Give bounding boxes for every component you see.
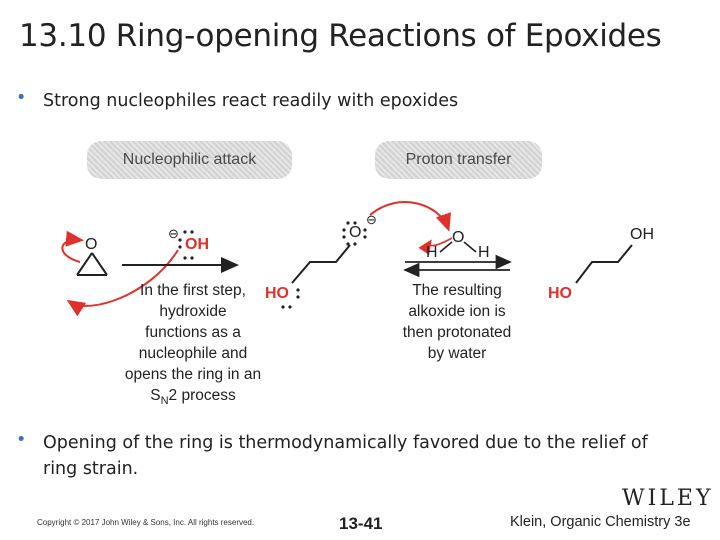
banner-nucleophilic-attack-label: Nucleophilic attack	[122, 151, 257, 168]
caption-first-step-line: In the first step,	[140, 282, 246, 299]
caption-proton-transfer-line: then protonated	[402, 324, 512, 341]
caption-proton-transfer-line: The resulting	[412, 282, 502, 299]
sn2-subscript: N	[160, 395, 169, 408]
water-oxygen-label: O	[452, 229, 465, 246]
sn2-s: S	[150, 387, 161, 404]
alkoxide-chain	[292, 245, 350, 283]
epoxide-ring	[77, 253, 107, 275]
slide-title: 13.10 Ring-opening Reactions of Epoxides	[19, 18, 662, 54]
sn2-suffix: 2 process	[168, 387, 236, 404]
copyright-notice: Copyright © 2017 John Wiley & Sons, Inc. All rights reserved.	[37, 518, 255, 527]
slide-number: 13-41	[339, 514, 383, 533]
caption-first-step	[108, 280, 278, 412]
curved-arrow-proton-transfer	[370, 202, 448, 228]
caption-first-step-last-line	[108, 385, 278, 412]
water-h1-label: H	[426, 244, 438, 261]
alkoxide-charge: ⊖	[366, 212, 377, 227]
textbook-credit: Klein, Organic Chemistry 3e	[510, 514, 691, 530]
bullet-1-text: Strong nucleophiles react readily with epoxides	[43, 91, 459, 111]
caption-first-step-line: hydroxide	[159, 303, 227, 320]
curved-arrow-ring-opening	[62, 240, 80, 262]
caption-first-step-line: functions as a	[145, 324, 241, 341]
water-h2-label: H	[478, 244, 490, 261]
caption-proton-transfer-line: alkoxide ion is	[408, 303, 506, 320]
product-chain	[576, 245, 632, 283]
intermediate-ho-label: HO	[265, 285, 289, 302]
bullet-2	[16, 430, 696, 486]
alkoxide-oxygen-label: O	[349, 224, 362, 241]
product-oh-label: OH	[630, 226, 654, 243]
product-ho-label: HO	[548, 285, 572, 302]
hydroxide-label: OH	[185, 236, 209, 253]
banner-proton-transfer-label: Proton transfer	[405, 151, 512, 168]
wiley-logo: WILEY	[622, 486, 714, 511]
bullet-marker: •	[16, 88, 27, 108]
caption-first-step-line: opens the ring in an	[124, 366, 262, 383]
caption-proton-transfer	[382, 280, 532, 364]
epoxide-oxygen-label: O	[85, 236, 98, 253]
caption-first-step-line: nucleophile and	[138, 345, 248, 362]
hydroxide-charge: ⊖	[168, 226, 179, 241]
bullet-2-text: Opening of the ring is thermodynamically favored due to the relief of ring strain.	[43, 433, 648, 479]
bullet-marker: •	[16, 430, 27, 450]
caption-proton-transfer-line: by water	[427, 345, 487, 362]
